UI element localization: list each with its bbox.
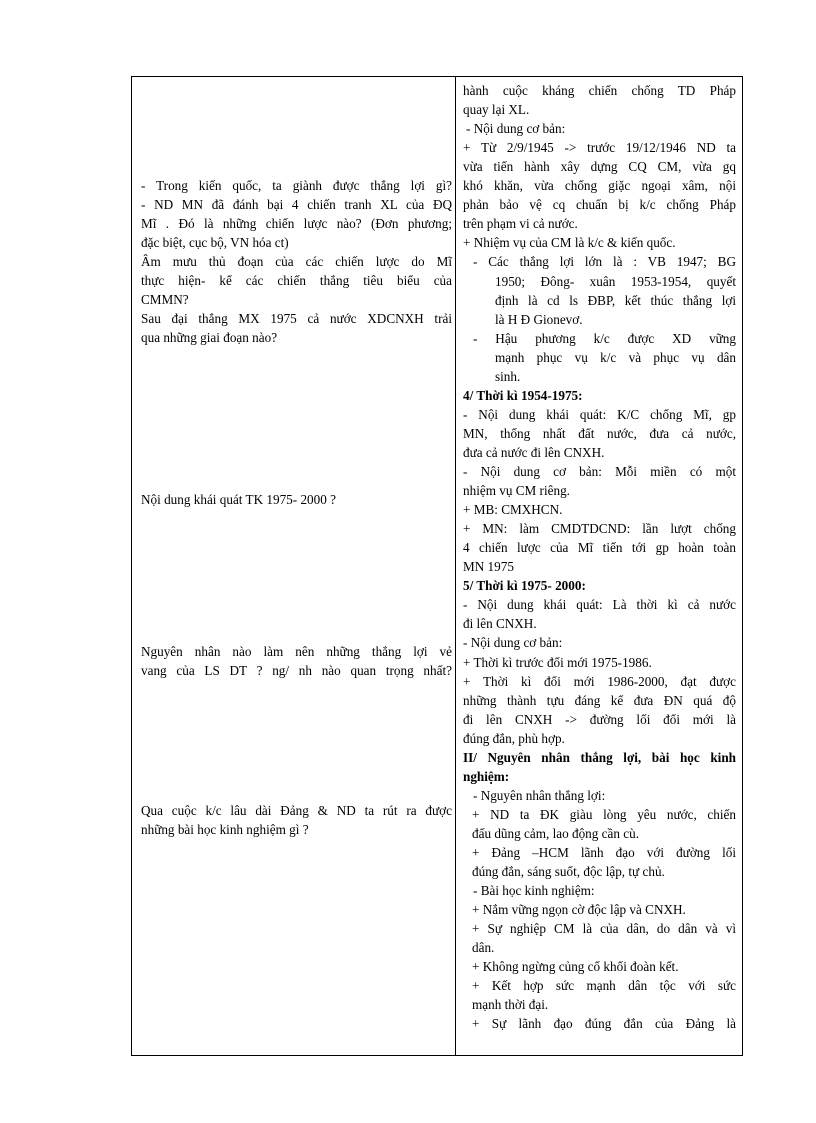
left-line: Nội dung khái quát TK 1975- 2000 ? <box>141 492 336 507</box>
right-line: đúng đắn, sáng suốt, độc lập, tự chủ. <box>472 864 665 880</box>
right-line: + Nắm vững ngọn cờ độc lập và CNXH. <box>472 902 686 918</box>
right-line: là H Đ Gionevơ. <box>495 311 583 327</box>
right-line: - Nội dung cơ bản: Mỗi miền có một <box>463 464 736 479</box>
right-line: trên phạm vi cả nước. <box>463 216 578 232</box>
right-line: MN 1975 <box>463 559 514 575</box>
right-line: - Nội dung cơ bản: <box>466 121 566 137</box>
right-line: 1950; Đông- xuân 1953-1954, quyết <box>495 273 736 289</box>
right-line: + Nhiệm vụ của CM là k/c & kiến quốc. <box>463 235 676 251</box>
left-line: đặc biệt, cục bộ, VN hóa ct) <box>141 235 289 250</box>
right-line: quay lại XL. <box>463 102 530 118</box>
right-line: + Kết hợp sức mạnh dân tộc với sức <box>472 978 736 994</box>
right-line: + Không ngừng củng cố khối đoàn kết. <box>472 959 679 975</box>
right-line: đấu dũng cảm, lao động cần cù. <box>472 825 639 841</box>
right-line: + ND ta ĐK giàu lòng yêu nước, chiến <box>472 806 736 822</box>
right-line: - Nguyên nhân thắng lợi: <box>473 787 606 803</box>
right-line: + Đảng –HCM lãnh đạo với đường lối <box>472 845 736 860</box>
left-line: Sau đại thắng MX 1975 cả nước XDCNXH trải <box>141 311 452 326</box>
right-line: - Bài học kinh nghiệm: <box>473 883 595 899</box>
left-line: - Trong kiến quốc, ta giành được thắng lợi gì? <box>141 178 452 193</box>
right-line: - Các thắng lợi lớn là : VB 1947; BG <box>473 254 736 270</box>
right-line: những thành tựu đáng kể đưa ĐN quá độ <box>463 692 736 708</box>
left-line: những bài học kinh nghiệm gì ? <box>141 822 309 837</box>
right-line: - Nội dung cơ bản: <box>463 635 563 651</box>
right-line: + Từ 2/9/1945 -> trước 19/12/1946 ND ta <box>463 140 736 156</box>
right-line: dân. <box>472 940 495 956</box>
right-line: 4 chiến lược của Mĩ tiến tới gp hoàn toàn <box>463 540 736 556</box>
right-line: định là cd ls ĐBP, kết thúc thắng lợi <box>495 292 736 308</box>
left-line: Qua cuộc k/c lâu dài Đảng & ND ta rút ra được <box>141 803 452 818</box>
right-line: + MB: CMXHCN. <box>463 502 563 518</box>
right-line: + MN: làm CMDTDCND: lần lượt chống <box>463 521 736 537</box>
right-line: sinh. <box>495 368 521 384</box>
right-line: + Thời kì trước đổi mới 1975-1986. <box>463 654 652 670</box>
right-line: mạnh phục vụ k/c và phục vụ dân <box>495 349 736 365</box>
right-line: đi lên CNXH -> đường lối đổi mới là <box>463 711 736 727</box>
right-line: 4/ Thời kì 1954-1975: <box>463 387 583 403</box>
right-line: + Sự nghiệp CM là của dân, do dân và vì <box>472 921 736 937</box>
right-line: + Sự lãnh đạo đúng đắn của Đảng là <box>472 1016 736 1032</box>
right-line: đi lên CNXH. <box>463 616 537 632</box>
right-line: vừa tiến hành xây dựng CQ CM, vừa gq <box>463 159 736 175</box>
right-line: + Thời kì đổi mới 1986-2000, đạt được <box>463 673 736 689</box>
left-line: vang của LS DT ? ng/ nh nào quan trọng nhất? <box>141 663 452 678</box>
left-line: CMMN? <box>141 292 189 307</box>
right-line: - Nội dung khái quát: K/C chống Mĩ, gp <box>463 406 736 422</box>
right-line: nhiệm vụ CM riêng. <box>463 483 570 499</box>
left-line: Nguyên nhân nào làm nên những thắng lợi vẻ <box>141 644 452 659</box>
right-line: - Nội dung khái quát: Là thời kì cả nước <box>463 597 736 613</box>
left-line: qua những giai đoạn nào? <box>141 330 278 345</box>
left-line: Âm mưu thủ đoạn của các chiến lược do Mĩ <box>141 254 452 269</box>
left-line: - ND MN đã đánh bại 4 chiến tranh XL của ĐQ <box>141 197 452 212</box>
column-divider <box>455 77 456 1055</box>
right-line: 5/ Thời kì 1975- 2000: <box>463 578 586 594</box>
right-line: mạnh thời đại. <box>472 997 549 1013</box>
right-line: II/ Nguyên nhân thắng lợi, bài học kinh <box>463 749 736 765</box>
right-line: đưa cả nước đi lên CNXH. <box>463 444 605 460</box>
right-line: phản bảo vệ cq chuẩn bị k/c chống Pháp <box>463 197 736 213</box>
content-table <box>131 76 743 1056</box>
right-line: khó khăn, vừa chống giặc ngoại xâm, nội <box>463 178 736 194</box>
left-line: thực hiện- kể các chiến thắng tiêu biểu của <box>141 273 452 288</box>
right-line: MN, thống nhất đất nước, đưa cả nước, <box>463 425 736 441</box>
right-line: nghiệm: <box>463 768 510 784</box>
right-line: đúng đắn, phù hợp. <box>463 730 565 746</box>
right-line: hành cuộc kháng chiến chống TD Pháp <box>463 83 736 98</box>
right-line: - Hậu phương k/c được XD vững <box>473 330 736 346</box>
left-line: Mĩ . Đó là những chiến lược nào? (Đơn phương; <box>141 216 452 231</box>
